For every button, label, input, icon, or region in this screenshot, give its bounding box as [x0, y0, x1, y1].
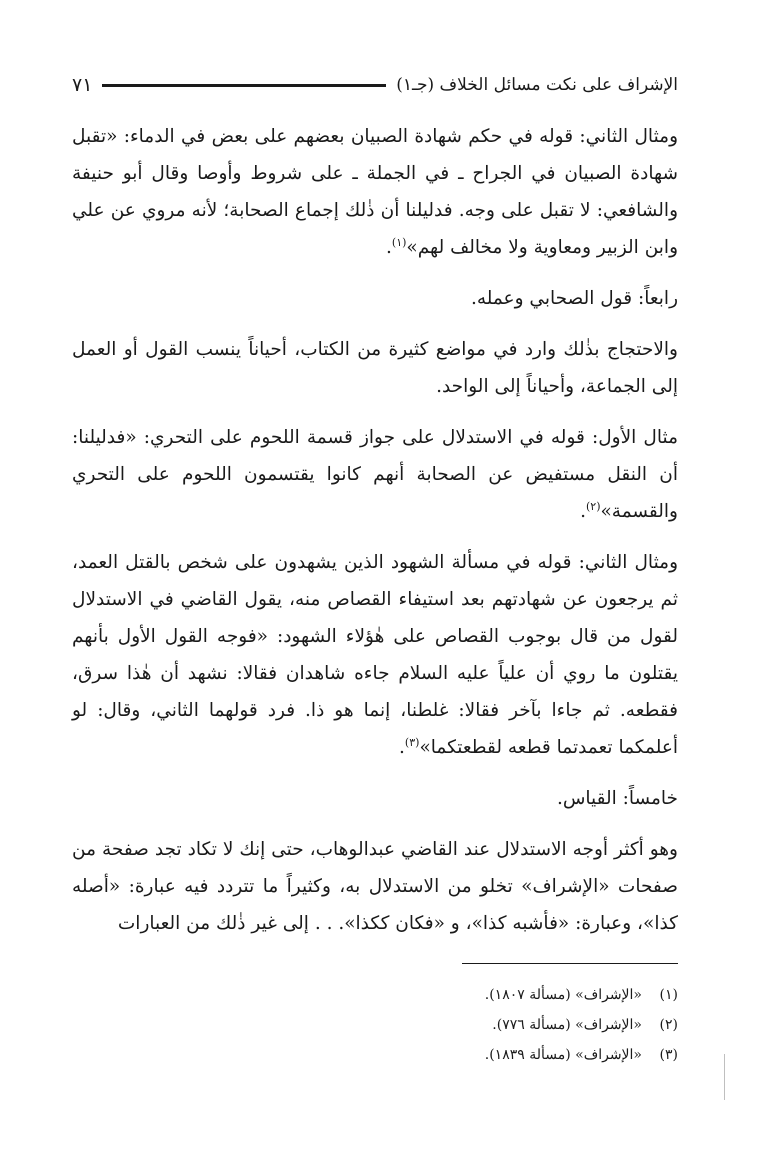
paragraph-text: ومثال الثاني: قوله في مسألة الشهود الذين يشهدون على شخص بالقتل العمد، ثم يرجعون عن شهادتهم بعد استيفاء القصاص منه، يقول القاضي في الاستدلال لقول من قال بوجوب القصاص على هٰؤلاء الشهود: «فوجه القول الأول بأنهم يقتلون ما روي أن علياً عليه السلام جاءه شاهدان فقالا: نشهد أن هٰذا سرق، فقطعه. ثم جاءا بآخر فقالا: غلطنا، إنما هو ذا. فرد قولهما الثاني، وقال: لو أعلمكما تعمدتما قطعه لقطعتكما» [72, 552, 678, 758]
footnote-ref: (٢) [585, 499, 601, 513]
paragraph-text: ومثال الثاني: قوله في حكم شهادة الصبيان بعضهم على بعض في الدماء: «تقبل شهادة الصبيان في الجراح ـ في الجملة ـ على شروط وأوصا وقال أبو حنيفة والشافعي: لا تقبل على وجه. فدليلنا أن ذٰلك إجماع الصحابة؛ لأنه مروي عن علي وابن الزبير ومعاوية ولا مخالف لهم» [72, 126, 678, 258]
paragraph-text: مثال الأول: قوله في الاستدلال على جواز قسمة اللحوم على التحري: «فدليلنا: أن النقل مستفيض عن الصحابة أنهم كانوا يقتسمون اللحوم على التحري والقسمة» [72, 427, 678, 522]
paragraph-example-first-meat-division [72, 419, 678, 530]
running-header [72, 70, 678, 100]
page-number: ٧١ [72, 74, 93, 96]
footnote-text: «الإشراف» (مسألة ١٨٣٩). [484, 1047, 642, 1063]
paragraph-text: وهو أكثر أوجه الاستدلال عند القاضي عبدالوهاب، حتى إنك لا تكاد تجد صفحة من صفحات «الإشراف» تخلو من الاستدلال به، وكثيراً ما تتردد فيه عبارة: «أصله كذا»، وعبارة: «فأشبه كذا»، و «فكان ككذا». . . إلى غير ذٰلك من العبارات [72, 839, 678, 934]
footnote-number: (٣) [659, 1047, 678, 1063]
paragraph-example-second-children-testimony [72, 118, 678, 266]
footnote-separator [462, 963, 678, 964]
scan-margin-mark [724, 1054, 725, 1100]
header-rule [102, 84, 386, 87]
footnote-ref: (١) [391, 235, 407, 249]
main-text [72, 118, 678, 956]
paragraph-argument-usage [72, 331, 678, 405]
paragraph-example-second-witnesses [72, 544, 678, 766]
paragraph-tail: . [386, 237, 392, 258]
footnotes [300, 980, 678, 1070]
paragraph-tail: . [399, 737, 405, 758]
paragraph-tail: . [580, 501, 586, 522]
paragraph-text: والاحتجاج بذٰلك وارد في مواضع كثيرة من الكتاب، أحياناً ينسب القول أو العمل إلى الجماعة، وأحياناً إلى الواحد. [72, 339, 678, 397]
header-title: الإشراف على نكت مسائل الخلاف (جـ١) [396, 75, 678, 95]
footnote-item [300, 1040, 678, 1070]
heading-text: رابعاً: قول الصحابي وعمله. [470, 288, 678, 309]
heading-text: خامساً: القياس. [556, 788, 678, 809]
footnote-item [300, 1010, 678, 1040]
footnote-text: «الإشراف» (مسألة ٧٧٦). [492, 1017, 642, 1033]
footnote-ref: (٣) [404, 735, 420, 749]
footnote-text: «الإشراف» (مسألة ١٨٠٧). [484, 987, 642, 1003]
footnote-number: (٢) [659, 1017, 678, 1033]
paragraph-analogy-usage [72, 831, 678, 942]
section-heading-companion-saying [72, 280, 678, 317]
section-heading-analogy [72, 780, 678, 817]
footnote-number: (١) [659, 987, 678, 1003]
footnote-item [300, 980, 678, 1010]
